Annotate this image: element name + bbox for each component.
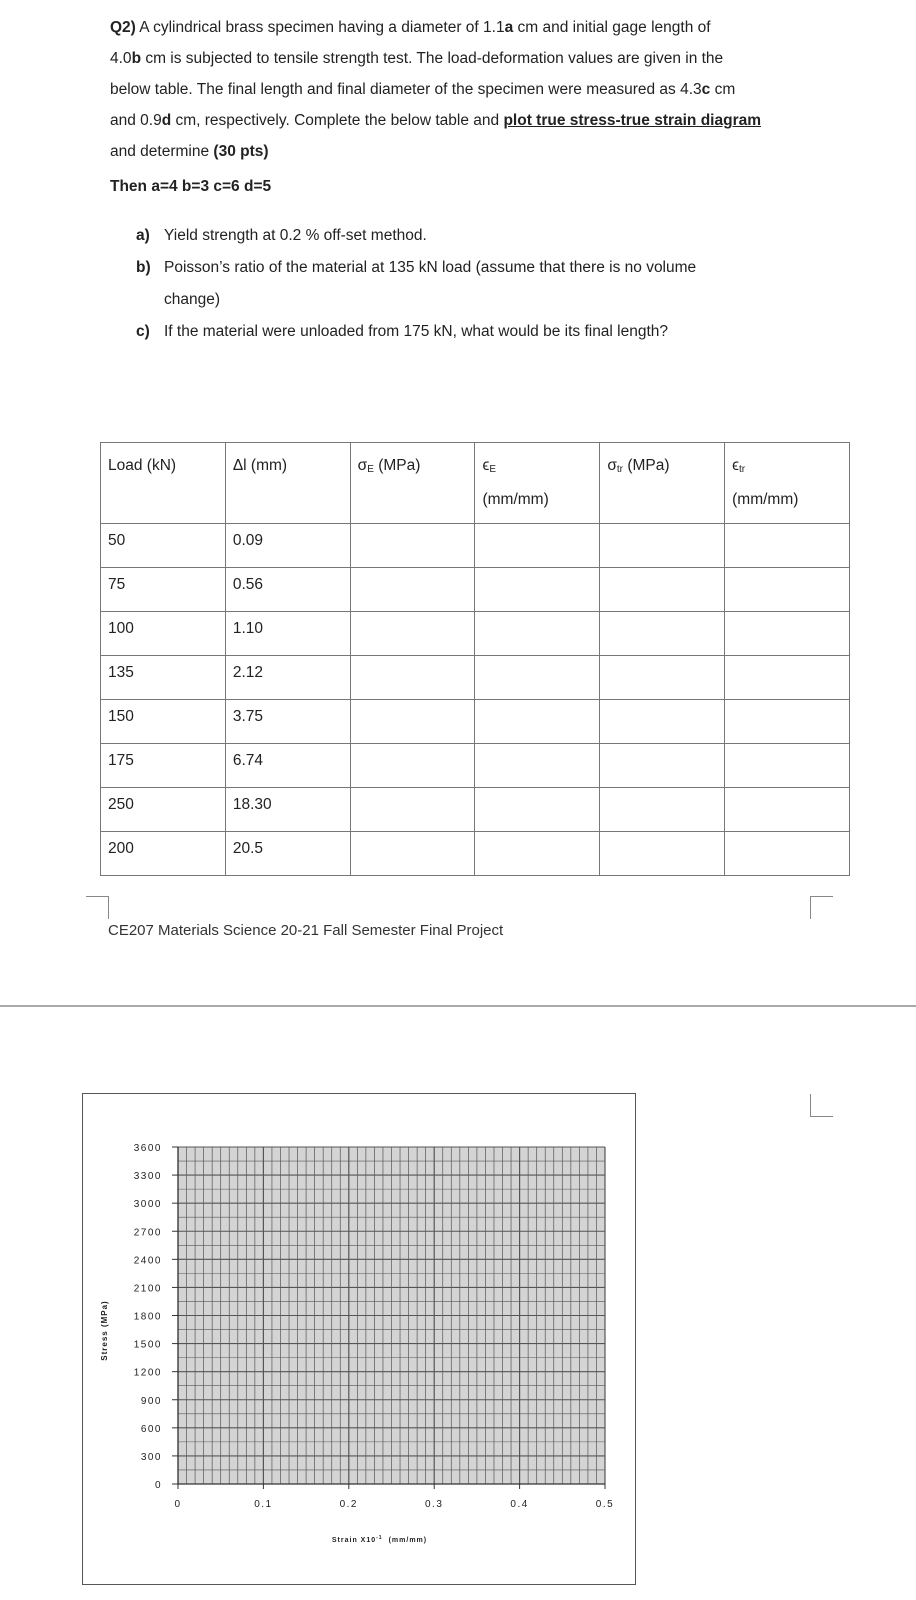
deformation-cell: 3.75 — [225, 700, 350, 744]
deformation-cell: 0.56 — [225, 568, 350, 612]
y-tick-label: 0 — [154, 1480, 162, 1491]
empty-cell[interactable] — [725, 744, 850, 788]
table-row — [101, 744, 850, 788]
load-cell: 75 — [101, 568, 226, 612]
plot-diagram-link[interactable]: plot true stress-true strain diagram — [503, 112, 762, 129]
empty-cell[interactable] — [725, 656, 850, 700]
empty-cell[interactable] — [600, 524, 725, 568]
y-tick-label: 1200 — [133, 1367, 162, 1379]
load-cell: 175 — [101, 744, 226, 788]
y-tick-label: 2700 — [133, 1227, 162, 1239]
header-true-strain: $\epsilon_{tr}$ (mm/mm) — [725, 443, 850, 524]
empty-cell[interactable] — [600, 744, 725, 788]
x-tick-label: 0.3 — [424, 1499, 444, 1510]
y-tick-label: 3300 — [133, 1171, 162, 1183]
empty-cell[interactable] — [725, 788, 850, 832]
empty-cell[interactable] — [475, 788, 600, 832]
table-row — [101, 832, 850, 876]
y-tick-label: 300 — [140, 1451, 162, 1463]
y-tick-label: 900 — [140, 1395, 162, 1407]
page-footer: CE207 Materials Science 20-21 Fall Semester Final Project — [108, 922, 504, 939]
x-tick-label: 0.5 — [595, 1499, 615, 1510]
y-tick-label: 2400 — [133, 1255, 162, 1267]
y-tick-label: 3600 — [133, 1143, 162, 1154]
empty-cell[interactable] — [600, 612, 725, 656]
empty-cell[interactable] — [350, 656, 475, 700]
empty-cell[interactable] — [350, 788, 475, 832]
header-true-stress: $\sigma_{tr}$ (MPa) — [600, 443, 725, 524]
question-line-3: below table. The final length and final diameter of the specimen were measured as 4.3c cm — [110, 81, 736, 98]
table-row — [101, 656, 850, 700]
chart-svg — [83, 1094, 635, 1584]
y-tick-label: 600 — [140, 1423, 162, 1435]
page-corner-mark — [810, 896, 833, 919]
x-axis-label — [332, 1535, 427, 1544]
empty-cell[interactable] — [600, 832, 725, 876]
empty-cell[interactable] — [725, 612, 850, 656]
x-tick-label: 0.1 — [254, 1499, 273, 1510]
page-corner-mark — [810, 1094, 833, 1117]
table-row — [101, 700, 850, 744]
page-corner-mark — [86, 896, 109, 919]
table-body — [101, 524, 850, 876]
part-a: a) Yield strength at 0.2 % off-set method. — [136, 227, 427, 244]
empty-cell[interactable] — [475, 744, 600, 788]
header-eng-strain: $\epsilon_E$ (mm/mm) — [475, 443, 600, 524]
question-line-1: Q2) A cylindrical brass specimen having a diameter of 1.1a cm and initial gage length of — [110, 19, 711, 36]
table-header-row — [101, 443, 850, 524]
empty-cell[interactable] — [600, 568, 725, 612]
x-axis-label-unit: (mm/mm) — [388, 1537, 428, 1544]
deformation-cell: 6.74 — [225, 744, 350, 788]
y-axis-label: Stress (MPa) — [100, 1300, 109, 1361]
empty-cell[interactable] — [725, 568, 850, 612]
given-values: Then a=4 b=3 c=6 d=5 — [110, 178, 272, 195]
empty-cell[interactable] — [350, 744, 475, 788]
x-axis-label-exponent: -1 — [376, 1535, 383, 1541]
load-cell: 150 — [101, 700, 226, 744]
page-divider — [0, 1005, 916, 1007]
y-tick-label: 3000 — [133, 1199, 162, 1211]
question-text — [110, 12, 810, 167]
empty-cell[interactable] — [350, 524, 475, 568]
deformation-cell: 18.30 — [225, 788, 350, 832]
part-b: b) Poisson’s ratio of the material at 135 kN load (assume that there is no volume change) — [136, 259, 697, 308]
empty-cell[interactable] — [475, 568, 600, 612]
empty-cell[interactable] — [475, 612, 600, 656]
empty-cell[interactable] — [350, 568, 475, 612]
y-tick-label: 1800 — [133, 1311, 162, 1323]
header-eng-stress: $\sigma_E$ (MPa) — [350, 443, 475, 524]
table-row — [101, 524, 850, 568]
empty-cell[interactable] — [350, 612, 475, 656]
y-tick-label: 1500 — [133, 1339, 162, 1351]
question-line-5: and determine (30 pts) — [110, 143, 269, 160]
deformation-cell: 0.09 — [225, 524, 350, 568]
load-cell: 50 — [101, 524, 226, 568]
table-row — [101, 568, 850, 612]
empty-cell[interactable] — [725, 832, 850, 876]
part-c: c) If the material were unloaded from 175 kN, what would be its final length? — [136, 323, 669, 340]
x-tick-label: 0.4 — [510, 1499, 529, 1510]
header-load: Load (kN) — [101, 443, 226, 524]
question-parts — [136, 220, 754, 348]
load-cell: 135 — [101, 656, 226, 700]
table-row — [101, 612, 850, 656]
load-deformation-table — [100, 442, 850, 876]
deformation-cell: 20.5 — [225, 832, 350, 876]
question-line-4: and 0.9d cm, respectively. Complete the below table and plot true stress-true strain diagram — [110, 112, 762, 129]
empty-cell[interactable] — [600, 788, 725, 832]
empty-cell[interactable] — [475, 524, 600, 568]
empty-cell[interactable] — [600, 700, 725, 744]
y-tick-label: 2100 — [133, 1283, 162, 1295]
empty-cell[interactable] — [475, 656, 600, 700]
x-axis-label-main: Strain X10 — [331, 1537, 377, 1544]
deformation-cell: 1.10 — [225, 612, 350, 656]
empty-cell[interactable] — [475, 700, 600, 744]
empty-cell[interactable] — [350, 832, 475, 876]
empty-cell[interactable] — [725, 700, 850, 744]
deformation-cell: 2.12 — [225, 656, 350, 700]
x-tick-label: 0 — [174, 1499, 182, 1510]
stress-strain-chart — [82, 1093, 636, 1585]
table-row — [101, 788, 850, 832]
question-line-2: 4.0b cm is subjected to tensile strength test. The load-deformation values are given in the — [110, 50, 724, 67]
empty-cell[interactable] — [725, 524, 850, 568]
load-cell: 250 — [101, 788, 226, 832]
load-cell: 100 — [101, 612, 226, 656]
empty-cell[interactable] — [600, 656, 725, 700]
header-delta-l: Δl (mm) — [225, 443, 350, 524]
load-cell: 200 — [101, 832, 226, 876]
empty-cell[interactable] — [350, 700, 475, 744]
x-tick-label: 0.2 — [339, 1499, 359, 1510]
empty-cell[interactable] — [475, 832, 600, 876]
